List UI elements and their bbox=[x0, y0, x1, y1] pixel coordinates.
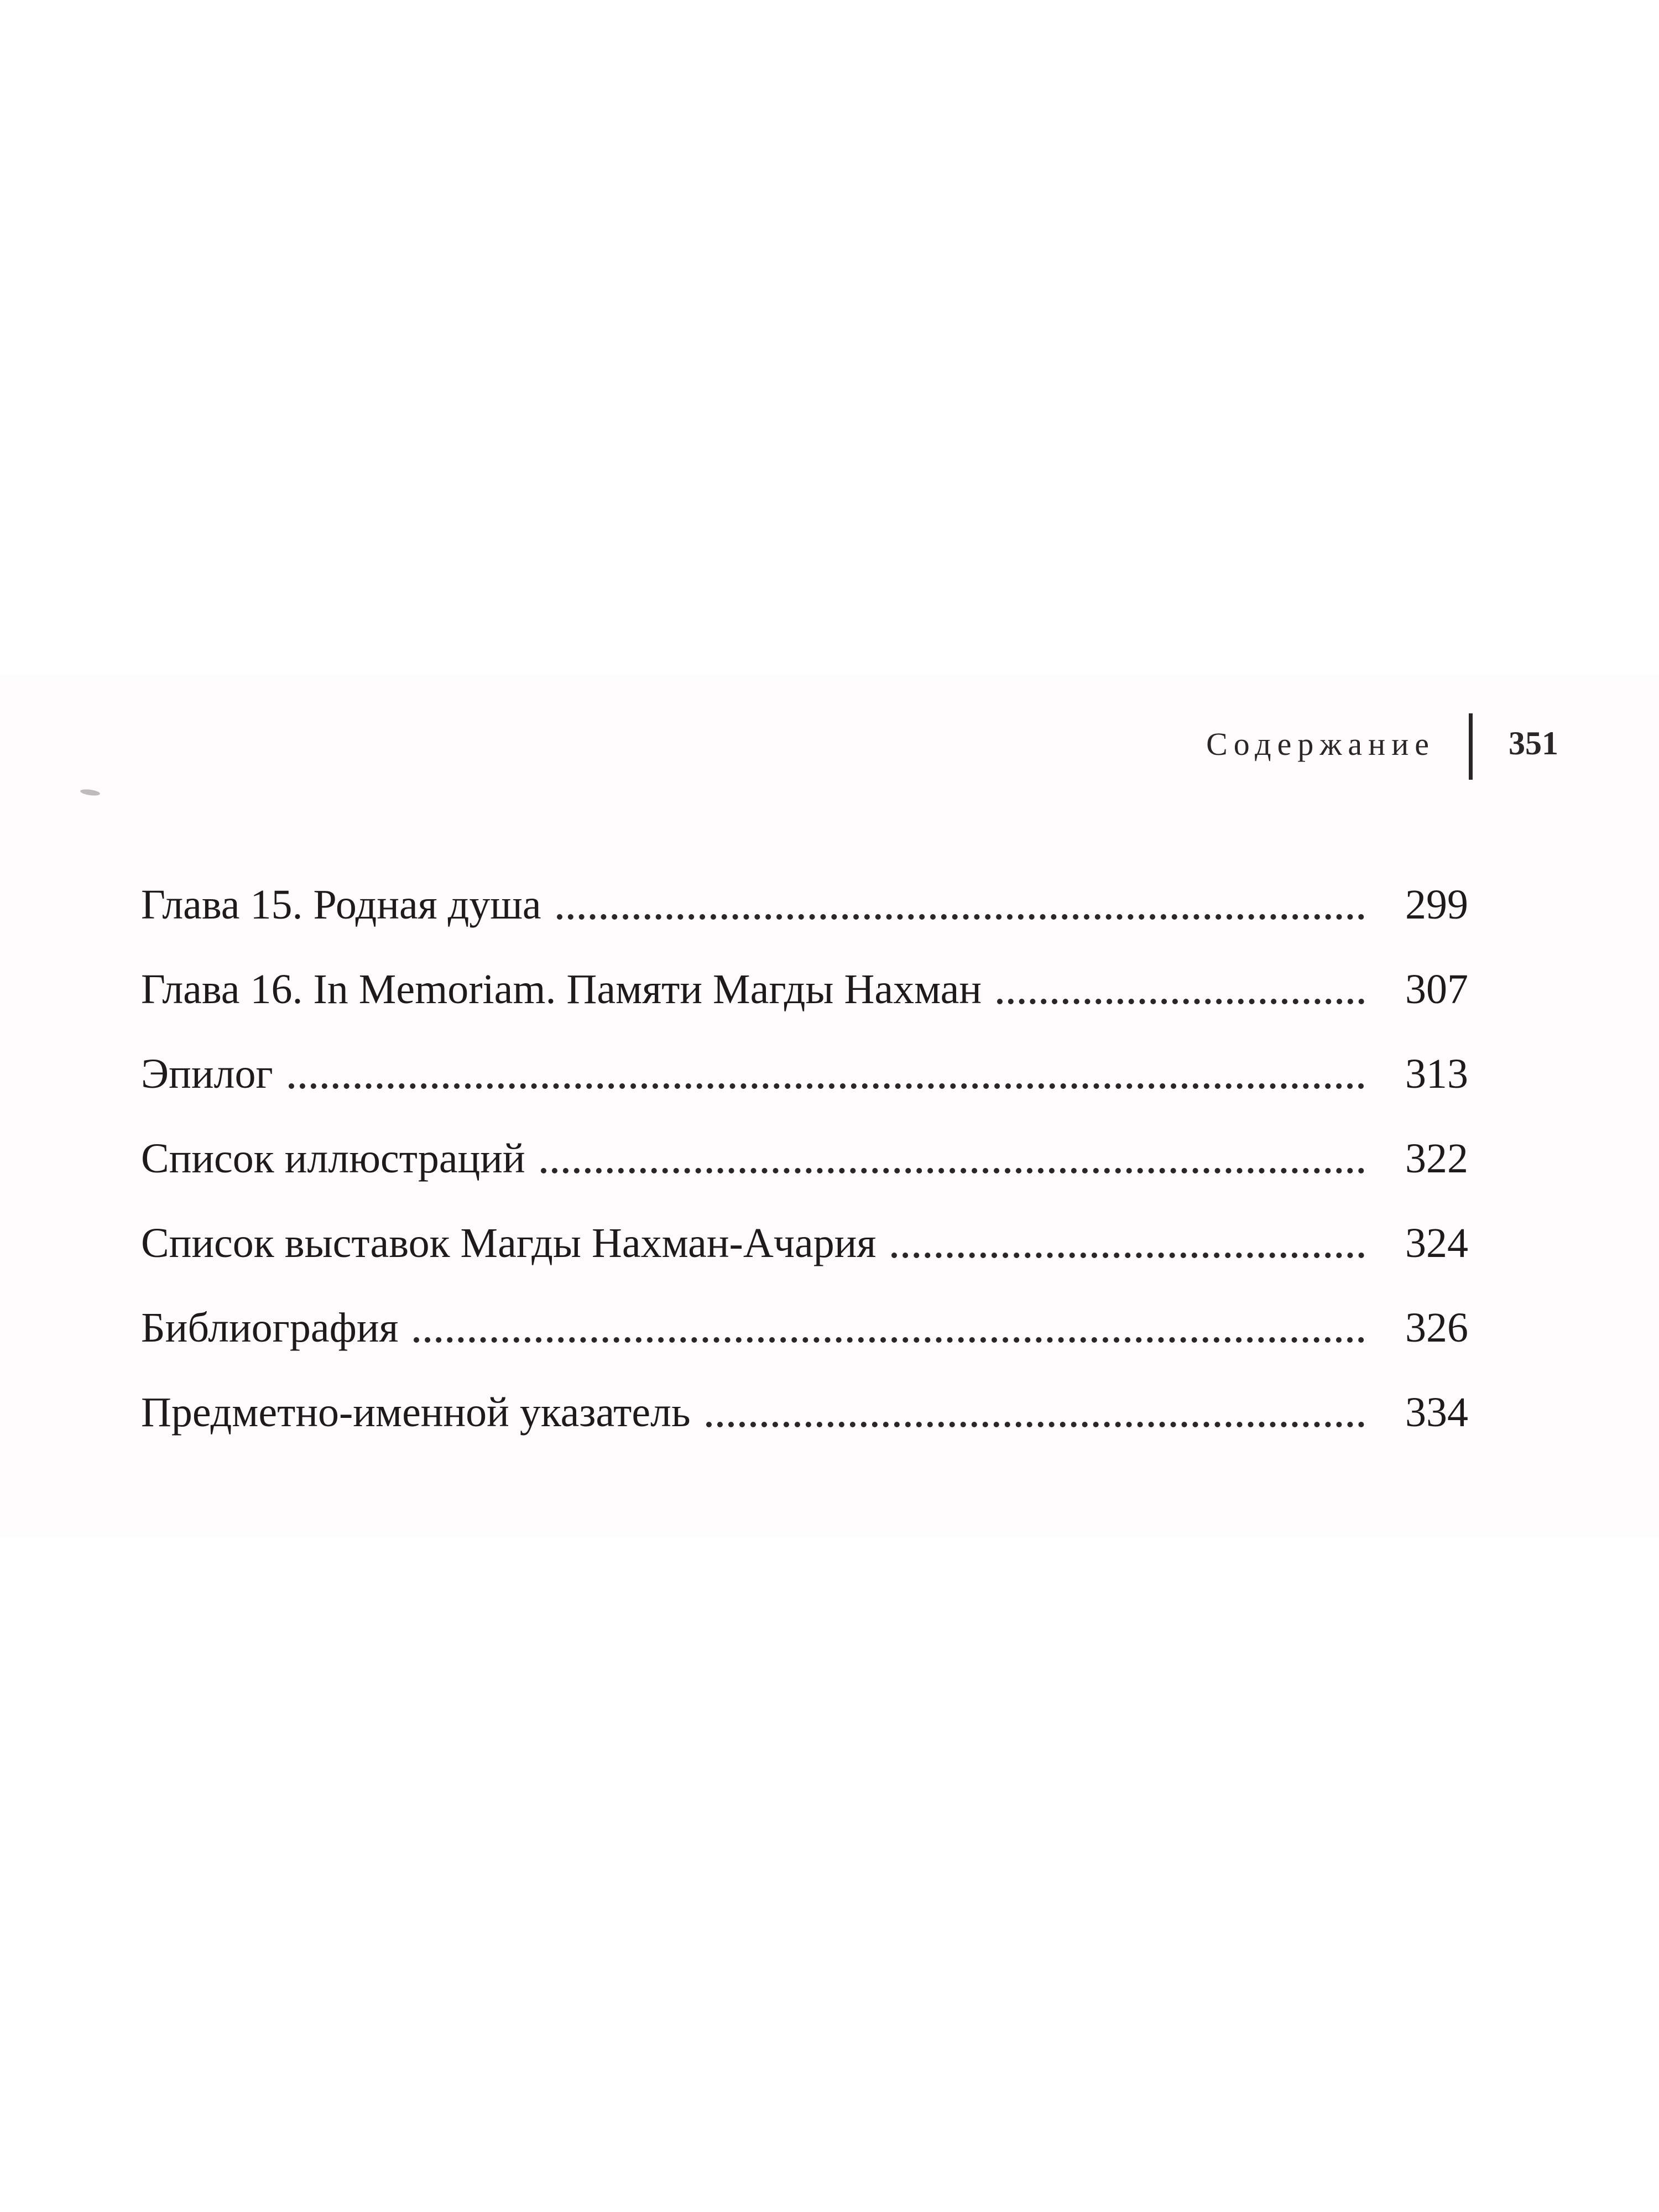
toc-entry-title: Список выставок Магды Нахман-Ачария bbox=[141, 1220, 877, 1266]
header-divider-rule bbox=[1469, 713, 1473, 780]
running-header bbox=[0, 713, 1659, 780]
dot-leader bbox=[706, 1380, 1364, 1427]
toc-entry-title: Глава 16. In Memoriam. Памяти Магды Нахман bbox=[141, 966, 982, 1013]
toc-entry bbox=[141, 1201, 1468, 1286]
toc-entry-page: 313 bbox=[1405, 1051, 1468, 1097]
toc-entry-title: Библиография bbox=[141, 1305, 399, 1351]
toc-entry-title: Эпилог bbox=[141, 1051, 273, 1097]
dot-leader bbox=[997, 957, 1364, 1004]
toc-entry bbox=[141, 1117, 1468, 1201]
table-of-contents bbox=[141, 863, 1468, 1455]
toc-entry bbox=[141, 1286, 1468, 1370]
toc-entry-page: 307 bbox=[1405, 966, 1468, 1013]
toc-entry-page: 322 bbox=[1405, 1135, 1468, 1182]
toc-entry-page: 334 bbox=[1405, 1389, 1468, 1436]
dot-leader bbox=[541, 1126, 1364, 1173]
toc-entry-title: Предметно-именной указатель bbox=[141, 1389, 691, 1436]
toc-entry-page: 299 bbox=[1405, 881, 1468, 928]
page-number: 351 bbox=[1509, 725, 1558, 761]
toc-entry-title: Глава 15. Родная душа bbox=[141, 881, 541, 928]
dot-leader bbox=[557, 872, 1364, 920]
toc-entry bbox=[141, 947, 1468, 1032]
dot-leader bbox=[414, 1295, 1364, 1343]
toc-entry bbox=[141, 1032, 1468, 1117]
toc-entry bbox=[141, 863, 1468, 947]
toc-entry bbox=[141, 1370, 1468, 1455]
running-header-title: Содержание bbox=[1206, 726, 1435, 762]
toc-entry-title: Список иллюстраций bbox=[141, 1135, 525, 1182]
dot-leader bbox=[891, 1211, 1364, 1258]
toc-entry-page: 326 bbox=[1405, 1305, 1468, 1351]
dot-leader bbox=[289, 1041, 1364, 1089]
toc-entry-page: 324 bbox=[1405, 1220, 1468, 1266]
